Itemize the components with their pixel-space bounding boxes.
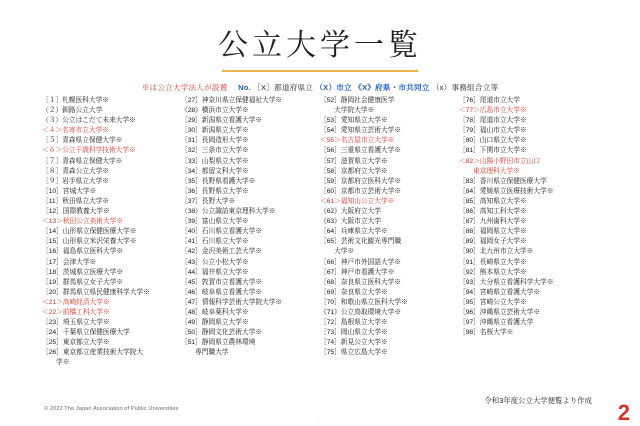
list-item: ［18］茨城県立医療大学※ [42,268,124,276]
list-item: ＜55＞名古屋市立大学※ [320,137,395,145]
list-item: ［30］新潟県立大学※ [181,127,249,135]
list-item: ［59］京都府立医科大学※ [320,177,402,185]
list-item: ［44］福井県立大学※ [181,268,249,276]
list-item: ［42］金沢美術工芸大学※ [181,248,263,256]
list-item: ［53］愛知県立大学※ [320,117,388,125]
list-item: ［40］石川県立看護大学※ [181,228,263,236]
list-item: ［43］公立小松大学※ [181,258,249,266]
list-item: ［52］静岡社会健康医学 [320,97,395,104]
list-item: ［34］都留文科大学※ [181,167,249,175]
list-item: ［86］高知工科大学※ [459,208,527,216]
list-item: ［27］神奈川県立保健福祉大学※ [181,97,283,104]
list-item: ［１］札幌医科大学※ [42,97,109,104]
page-title: 公立大学一覧 [218,29,422,62]
list-item: ［74］新見公立大学※ [320,339,388,347]
list-item: ［19］群馬県立女子大学※ [42,278,124,286]
list-item: ［58］京都府立大学※ [320,167,388,175]
list-item: ［48］岐阜薬科大学※ [181,308,249,316]
list-item: ［83］香川県立保健医療大学 [459,177,547,185]
list-item: ［31］長岡造形大学※ [181,137,249,145]
list-item: ［56］三重県立看護大学※ [320,147,402,155]
list-item: ＜13＞秋田公立美術大学※ [42,218,124,226]
list-item: 《28》横浜市立大学※ [181,107,249,115]
list-item: ［98］名桜大学※ [459,329,514,337]
legend [0,82,640,93]
list-item-cont: 大学※ [334,248,355,256]
list-item: ［76］尾道市立大学 [459,97,520,104]
legend-no-label: No. [238,83,251,92]
list-item: ［80］山口県立大学※ [459,137,527,145]
list-item: ［10］宮城大学※ [42,187,97,195]
list-item: ＜82＞山陽小野田市立山口 [459,157,541,165]
list-item: 《63》大阪市立大学 [320,218,381,226]
list-item: ＜21＞高崎経済大学※ [42,298,110,306]
list-item: ＜６＞公立千歳科学技術大学※ [42,147,136,155]
list-item: ［５］青森県立保健大学※ [42,137,123,145]
legend-prefcity: 《X》府県・市共同立 [354,83,430,92]
legend-assoc: （x）事務組合立等 [431,83,499,92]
list-item: ［11］秋田県立大学※ [42,197,110,205]
list-item: ［89］福岡女子大学※ [459,238,527,246]
page-number: 2 [617,400,630,425]
list-item: ［72］島根県立大学※ [320,319,388,327]
list-item: ［33］山梨県立大学※ [181,157,249,165]
list-column-4 [459,96,598,369]
list-item: ［36］長野県立大学※ [181,187,249,195]
list-item: ＜77＞広島市立大学※ [459,107,527,115]
list-item: ［32］三条市立大学※ [181,147,249,155]
list-item: ［15］山形県立米沢栄養大学※ [42,238,137,246]
legend-city: （X）市立 [315,83,352,92]
list-item: ［93］大分県立看護科学大学※ [459,278,554,286]
list-item: ［39］富山県立大学※ [181,218,249,226]
list-item: ［78］尾道市立大学※ [459,117,527,125]
list-item: ［96］沖縄県立芸術大学※ [459,308,541,316]
legend-pref: ［X］都道府県立 [253,83,314,92]
list-item: ＜61＞福知山公立大学※ [320,197,395,205]
list-item: ［66］神戸市外国語大学※ [320,258,402,266]
list-item: ［７］青森県立保健大学※ [42,157,123,165]
list-item: ［37］長野大学※ [181,197,236,205]
list-item: ［79］福山市立大学※ [459,127,527,135]
list-item: ［16］福島県立医科大学※ [42,248,124,256]
list-item: ［57］滋賀県立大学※ [320,157,388,165]
list-item: ［75］県立広島大学※ [320,349,388,357]
list-column-2 [181,96,320,369]
list-column-1 [42,96,181,369]
list-item: （３）公立はこだて未来大学※ [42,117,136,125]
list-item: ［24］千葉県立保健医療大学 [42,329,130,337]
list-item: ［67］神戸市看護大学※ [320,268,395,276]
legend-note: ※は公立大学法人が設置 [141,83,228,92]
list-item: ［84］愛媛県立医療技術大学※ [459,187,554,195]
list-item: ［47］情報科学芸術大学院大学※ [181,298,283,306]
title-underline [222,70,418,72]
list-item: ［54］愛知県立芸術大学※ [320,127,402,135]
list-item: ［87］九州歯科大学※ [459,218,527,226]
list-item: ［29］新潟県立看護大学※ [181,117,263,125]
list-item: ［88］福岡県立大学※ [459,228,527,236]
list-column-3 [320,96,459,369]
list-item: ［92］熊本県立大学※ [459,268,527,276]
list-item: ［12］国際教養大学※ [42,208,110,216]
list-item-cont: 東京理科大学※ [473,167,520,175]
list-item: ［51］静岡県立農林環境 [181,339,256,347]
list-item: ［35］長野県看護大学※ [181,177,256,185]
list-item: ［41］石川県立大学※ [181,238,249,246]
list-item: ［17］会津大学※ [42,258,97,266]
list-item: ［85］高知県立大学※ [459,197,527,205]
list-item: ［68］奈良県立医科大学※ [320,278,402,286]
source-note: 令和3年度公立大学便覧より作成 [484,396,592,405]
university-list [42,96,598,369]
list-item: ［94］宮崎県立看護大学※ [459,288,541,296]
list-item: ［81］下関市立大学※ [459,147,527,155]
list-item: ［73］岡山県立大学※ [320,329,388,337]
list-item-cont: 学※ [56,359,70,367]
list-item: ［20］群馬県立県民健康科学大学※ [42,288,150,296]
list-item-cont: 専門職大学 [195,349,229,357]
list-item: ［25］東京都立大学※ [42,339,110,347]
list-item: ［70］和歌山県立医科大学※ [320,298,408,306]
list-item: ［８］青森公立大学※ [42,167,109,175]
list-item: ［97］沖縄県立看護大学 [459,319,534,327]
bottom-marker: . [318,415,320,421]
list-item: 《71》公立鳥取環境大学※ [320,308,402,316]
copyright-text: © 2022 The Japan Association of Public Universities [44,406,179,412]
list-item: ［45］敦賀市立看護大学※ [181,278,263,286]
list-item: ［９］岩手県立大学※ [42,177,109,185]
list-item: ＜22＞前橋工科大学※ [42,308,110,316]
list-item-cont: 大学院大学※ [334,107,375,115]
list-item: ［65］芸術文化観光専門職 [320,238,402,246]
list-item: ［50］静岡文化芸術大学※ [181,329,263,337]
list-item: ［64］兵庫県立大学※ [320,228,388,236]
list-item: （２）釧路公立大学 [42,107,103,115]
list-item: （38）公立諏訪東京理科大学※ [181,208,276,216]
list-item: ［95］宮崎公立大学※ [459,298,527,306]
list-item: ［90］北九州市立大学※ [459,248,534,256]
list-item: ［69］奈良県立大学※ [320,288,388,296]
list-item: 《62》大阪府立大学 [320,208,381,216]
list-item: ［46］岐阜県立看護大学※ [181,288,263,296]
list-item: ［23］埼玉県立大学※ [42,319,110,327]
list-item: ［49］静岡県立大学※ [181,319,249,327]
list-item: ［91］長崎県立大学※ [459,258,527,266]
list-item: ［60］京都市立芸術大学※ [320,187,402,195]
list-item: ［26］東京都立産業技術大学院大 [42,349,144,357]
list-item: ＜４＞名寄市立大学※ [42,127,109,135]
list-item: ［14］山形県立保健医療大学※ [42,228,137,236]
